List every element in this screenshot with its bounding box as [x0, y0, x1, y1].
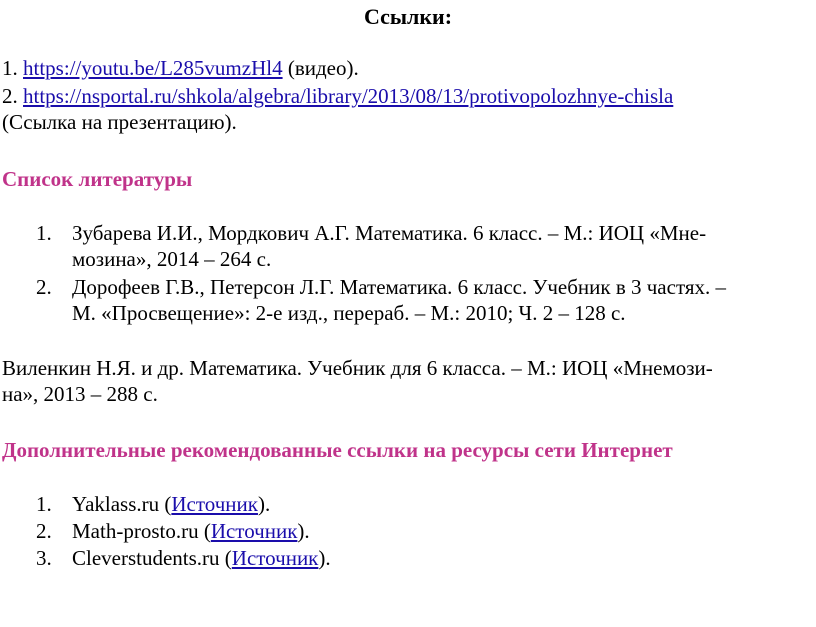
- list-number: 2.: [36, 275, 52, 299]
- link-suffix: (видео).: [287, 56, 359, 80]
- resource-site: Math-prosto.ru (: [72, 519, 211, 543]
- list-number: 1.: [36, 221, 52, 245]
- yaklass-source-link[interactable]: Источник: [171, 492, 258, 516]
- resource-text: [72, 491, 270, 517]
- list-number: 3.: [36, 546, 52, 570]
- resource-site: Cleverstudents.ru (: [72, 546, 232, 570]
- math-prosto-source-link[interactable]: Источник: [210, 519, 298, 543]
- resources-heading: Дополнительные рекомендованные ссылки на ресурсы сети Интернет: [2, 438, 673, 462]
- literature-text-line1: Зубарева И.И., Мордкович А.Г. Математика. 6 класс. – М.: ИОЦ «Мне-: [72, 221, 707, 245]
- literature-text-line2: мозина», 2014 – 264 с.: [72, 247, 272, 271]
- youtube-video-link[interactable]: https://youtu.be/L285vumzHl4: [23, 56, 283, 80]
- resource-close: ).: [297, 519, 310, 543]
- literature-heading: Список литературы: [2, 167, 193, 191]
- link-line-2: [2, 83, 673, 109]
- link-number: 1.: [2, 56, 23, 80]
- resource-text: [72, 545, 331, 571]
- resource-close: ).: [318, 546, 331, 570]
- resource-site: Yaklass.ru (: [72, 492, 172, 516]
- resource-close: ).: [257, 492, 271, 516]
- resource-text: [72, 518, 310, 544]
- cleverstudents-source-link[interactable]: Источник: [231, 546, 319, 570]
- page-title: Ссылки:: [363, 4, 453, 29]
- link-line-2-suffix: (Ссылка на презентацию).: [2, 110, 237, 134]
- literature-extra-line1: Виленкин Н.Я. и др. Математика. Учебник для 6 класса. – М.: ИОЦ «Мнемози-: [2, 356, 713, 380]
- presentation-link[interactable]: https://nsportal.ru/shkola/algebra/library/2013/08/13/protivopolozhnye-chisla: [23, 84, 674, 108]
- link-number: 2.: [2, 84, 23, 108]
- list-number: 2.: [36, 519, 52, 543]
- literature-extra-line2: на», 2013 – 288 с.: [2, 382, 158, 406]
- link-line-1: [2, 55, 359, 81]
- list-number: 1.: [36, 492, 52, 516]
- literature-text-line2: М. «Просвещение»: 2-е изд., перераб. – М.: 2010; Ч. 2 – 128 с.: [72, 301, 626, 325]
- literature-text-line1: Дорофеев Г.В., Петерсон Л.Г. Математика. 6 класс. Учебник в 3 частях. –: [72, 275, 727, 299]
